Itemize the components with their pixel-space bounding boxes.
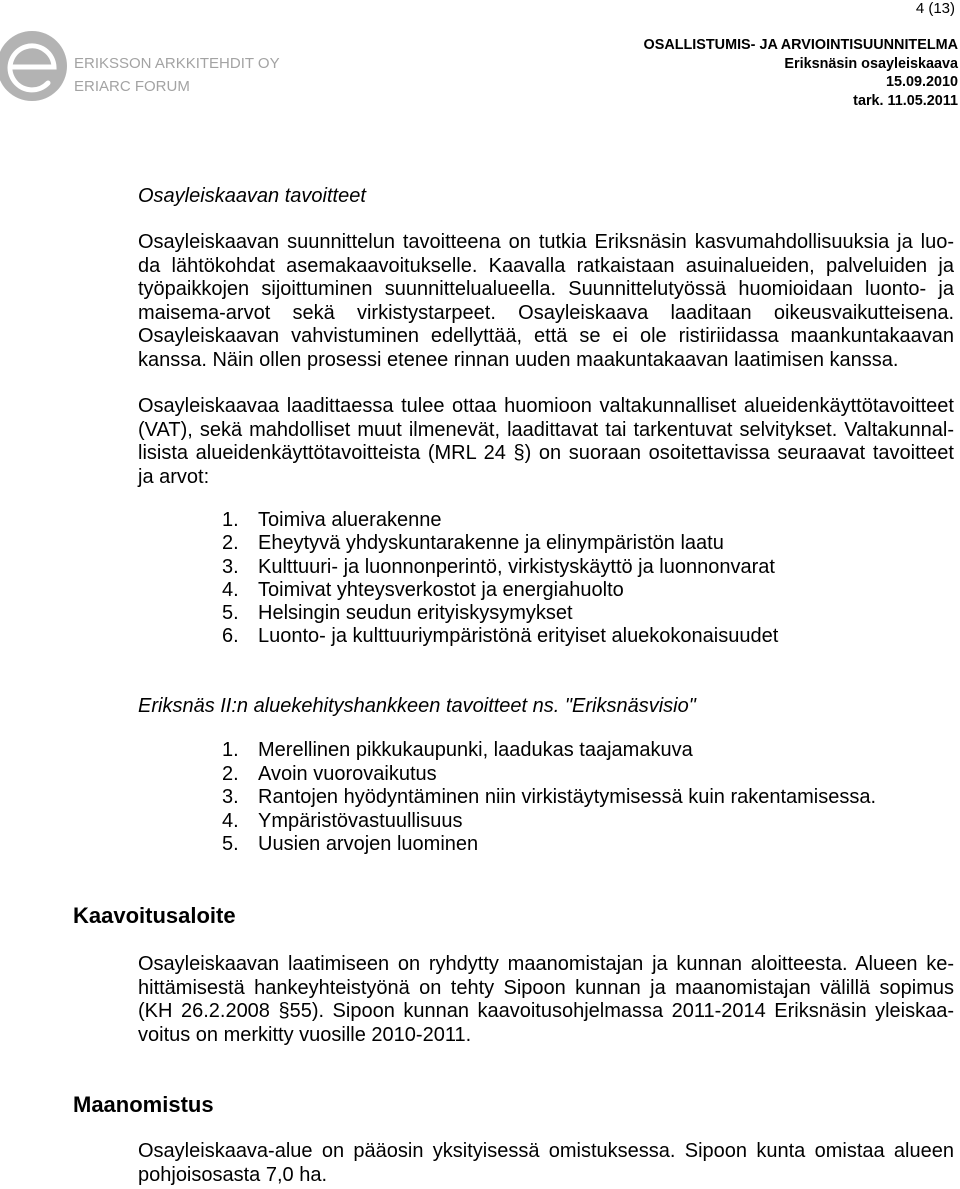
logo-forum-name: ERIARC FORUM [74,78,190,95]
initiative-heading: Kaavoitusaloite [73,903,236,928]
list-item [222,810,952,834]
ownership-heading: Maanomistus [73,1092,214,1117]
paragraph-line: kanssa. Näin ollen prosessi etenee rinnan uuden maakuntakaavan laatimisen kanssa. [138,348,899,371]
document-title: OSALLISTUMIS- JA ARVIOINTISUUNNITELMA [643,37,958,53]
paragraph-line: pohjoisosasta 7,0 ha. [138,1163,328,1186]
ownership-paragraph [138,1140,954,1187]
paragraph-line: Osayleiskaavan laatimiseen on ryhdytty maanomistajan ja kunnan aloitteesta. Alueen ke- [138,953,954,975]
vat-goals-list [222,509,952,649]
list-item-number: 6. [222,625,239,648]
document-date: 15.09.2010 [885,74,958,91]
list-item-number: 1. [222,509,239,531]
list-item-text: Avoin vuorovaikutus [258,762,437,785]
list-item [222,579,952,602]
list-item-number: 5. [222,602,239,625]
list-item [222,625,952,648]
list-item-text: Ympäristövastuullisuus [258,809,463,832]
goals-paragraph-2 [138,395,954,489]
list-item-number: 1. [222,739,239,761]
list-item-number: 4. [222,809,239,832]
list-item [222,602,952,625]
document-revision: tark. 11.05.2011 [853,93,958,110]
paragraph-line: (KH 26.2.2008 §55). Sipoon kunnan kaavoitusohjelmassa 2011-2014 Eriksnäsin yleiskaa- [138,1000,954,1023]
list-item-number: 4. [222,578,239,601]
goals-heading: Osayleiskaavan tavoitteet [138,185,366,207]
paragraph-line: Osayleiskaavaa laadittaessa tulee ottaa huomioon valtakunnalliset alueidenkäyttötavoitteet [138,395,954,417]
goals-paragraph-1 [138,231,954,373]
list-item-text: Kulttuuri- ja luonnonperintö, virkistyskäyttö ja luonnonvarat [258,555,775,578]
paragraph-line: ja arvot: [138,465,210,488]
list-item [222,786,952,810]
paragraph-line: voitus on merkitty vuosille 2010-2011. [138,1023,472,1046]
company-logo-text [74,52,280,98]
list-item-number: 5. [222,833,239,855]
paragraph-line: Osayleiskaava-alue on pääosin yksityisessä omistuksessa. Sipoon kunta omistaa alueen [138,1140,954,1162]
list-item-text: Rantojen hyödyntäminen niin virkistäytymisessä kuin rakentamisessa. [258,786,877,808]
list-item-number: 3. [222,786,239,808]
list-item-number: 3. [222,555,239,578]
paragraph-line: työpaikkojen sijoittuminen suunnittelualueella. Suunnittelutyössä huomioidaan luonto- ja [138,278,954,301]
list-item [222,532,952,555]
logo-company-name: ERIKSSON ARKKITEHDIT OY [74,55,280,72]
vision-list [222,739,952,857]
initiative-paragraph [138,953,954,1047]
paragraph-line: lisista alueidenkäyttötavoitteista (MRL 24 §) on suoraan osoitettavissa seuraavat tavoitteet [138,442,954,465]
list-item [222,509,952,532]
list-item-text: Merellinen pikkukaupunki, laadukas taajamakuva [258,739,693,761]
list-item-number: 2. [222,762,239,785]
list-item-text: Helsingin seudun erityiskysymykset [258,602,573,625]
project-name: Eriksnäsin osayleiskaava [784,55,958,72]
vision-heading: Eriksnäs II:n aluekehityshankkeen tavoitteet ns. "Eriksnäsvisio" [138,695,696,717]
list-item [222,556,952,579]
paragraph-line: Osayleiskaavan suunnittelun tavoitteena on tutkia Eriksnäsin kasvumahdollisuuksia ja luo- [138,231,954,253]
eriksson-e-logo-icon [0,29,70,103]
paragraph-line: Osayleiskaavan vahvistuminen edellyttää, että se ei ole ristiriidassa maankuntakaavan [138,325,954,348]
paragraph-line: da lähtökohdat asemakaavoitukselle. Kaavalla ratkaistaan asuinalueiden, palveluiden ja [138,254,954,277]
list-item-text: Toimivat yhteysverkostot ja energiahuolto [258,578,624,601]
list-item [222,739,952,763]
list-item-text: Toimiva aluerakenne [258,509,442,531]
list-item-text: Uusien arvojen luominen [258,833,479,855]
page-number: 4 (13) [915,0,955,17]
list-item [222,833,952,857]
list-item-text: Luonto- ja kulttuuriympäristönä erityiset aluekokonaisuudet [258,625,779,648]
paragraph-line: maisema-arvot sekä virkistystarpeet. Osayleiskaava laaditaan oikeusvaikutteisena. [138,301,954,324]
list-item-text: Eheytyvä yhdyskuntarakenne ja elinympäristön laatu [258,532,724,555]
document-meta [644,36,958,111]
list-item-number: 2. [222,532,239,555]
list-item [222,763,952,787]
paragraph-line: (VAT), sekä mahdolliset muut ilmenevät, laadittavat tai tarkentuvat selvitykset. Valtakunnal- [138,418,954,441]
paragraph-line: hittämisestä hankeyhteistyönä on tehty Sipoon kunnan ja maanomistajan välillä sopimus [138,976,954,999]
